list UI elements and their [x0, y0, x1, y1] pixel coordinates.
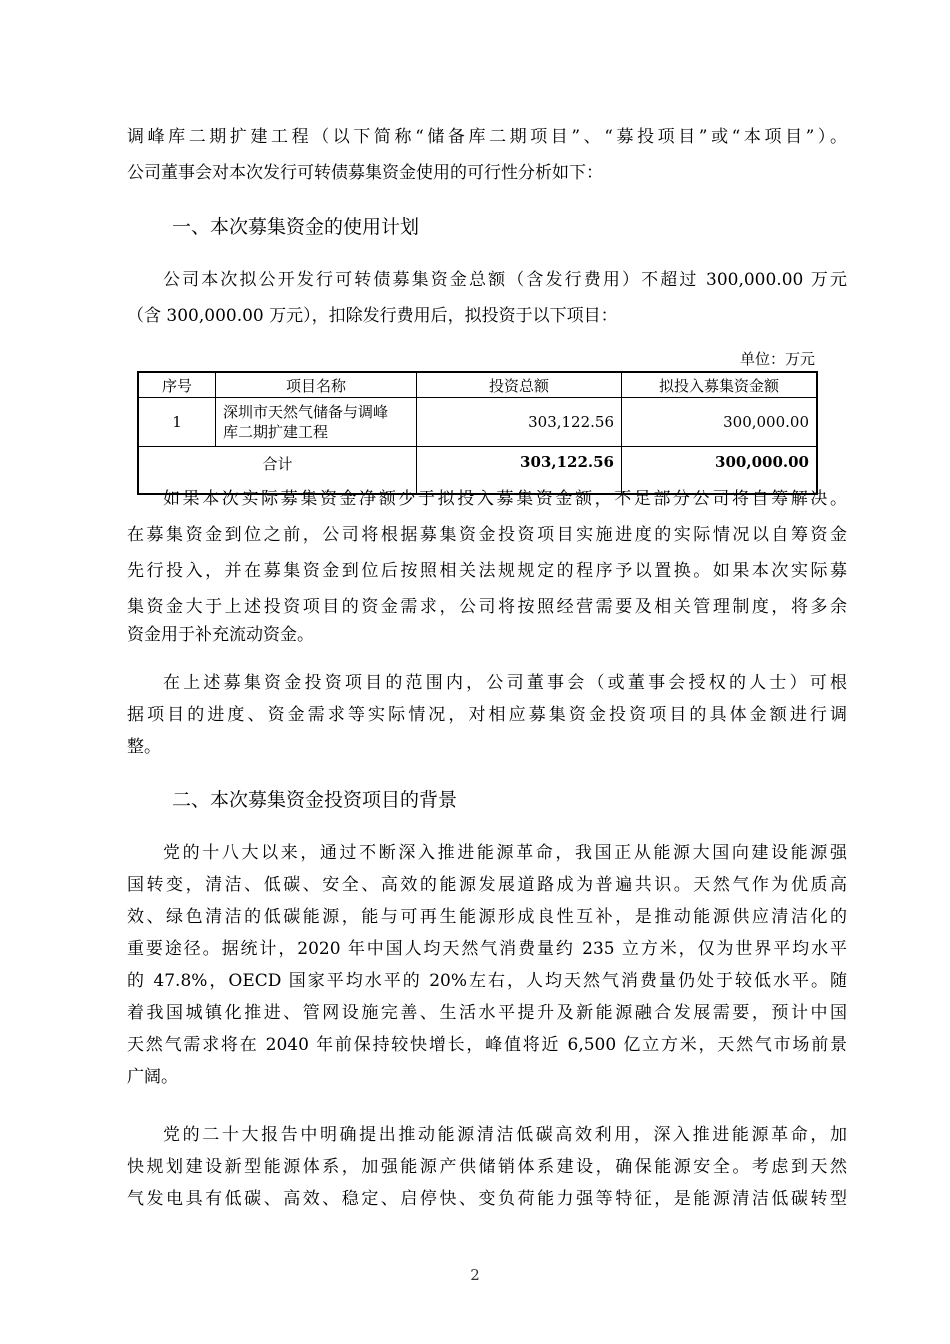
total-investment-sum: 303,122.56 — [417, 447, 622, 495]
s2-para1-line-2: 国转变，清洁、低碳、安全、高效的能源发展道路成为普遍共识。天然气作为优质高 — [127, 875, 847, 895]
intro-line-1: 调峰库二期扩建工程（以下简称“储备库二期项目”、“募投项目”或“本项目”）。 — [127, 127, 847, 147]
s1-para2-line-3: 先行投入，并在募集资金到位后按照相关法规规定的程序予以置换。如果本次实际募 — [127, 561, 847, 581]
s2-para1-line-6: 着我国城镇化推进、管网设施完善、生活水平提升及新能源融合发展需要，预计中国 — [127, 1003, 847, 1023]
s1-para3-line-3: 整。 — [127, 737, 161, 757]
table-header-row — [138, 372, 817, 398]
s1-para3-line-2: 据项目的进度、资金需求等实际情况，对相应募集资金投资项目的具体金额进行调 — [127, 705, 847, 725]
s1-para3-line-1: 在上述募集资金投资项目的范围内，公司董事会（或董事会授权的人士）可根 — [163, 673, 847, 693]
project-name-line-1: 深圳市天然气储备与调峰 — [223, 403, 389, 421]
header-project-name: 项目名称 — [216, 372, 417, 398]
cell-no: 1 — [138, 398, 216, 447]
s1-para2-line-4: 集资金大于上述投资项目的资金需求，公司将按照经营需要及相关管理制度，将多余 — [127, 597, 847, 617]
s1-para1-line-2: （含 300,000.00 万元），扣除发行费用后，拟投资于以下项目： — [127, 306, 618, 326]
cell-total-investment: 303,122.56 — [417, 398, 622, 447]
s1-para2-line-5: 资金用于补充流动资金。 — [127, 625, 314, 645]
s1-para1-line-1: 公司本次拟公开发行可转债募集资金总额（含发行费用）不超过 300,000.00 万元 — [163, 270, 847, 290]
page-number: 2 — [470, 1266, 480, 1284]
cell-raised-funds: 300,000.00 — [622, 398, 818, 447]
s1-para2-line-2: 在募集资金到位之前，公司将根据募集资金投资项目实施进度的实际情况以自筹资金 — [127, 525, 847, 545]
s2-para1-line-4: 重要途径。据统计，2020 年中国人均天然气消费量约 235 立方米，仅为世界平均水平 — [127, 939, 847, 959]
s2-para1-line-8: 广阔。 — [127, 1067, 178, 1087]
section-2-heading: 二、本次募集资金投资项目的背景 — [172, 789, 458, 811]
s2-para1-line-5: 的 47.8%，OECD 国家平均水平的 20%左右，人均天然气消费量仍处于较低水平。随 — [127, 971, 847, 991]
section-1-heading: 一、本次募集资金的使用计划 — [172, 216, 420, 238]
header-raised-funds: 拟投入募集资金额 — [622, 372, 818, 398]
table-row — [138, 398, 817, 447]
fund-usage-table — [137, 371, 818, 495]
intro-line-2: 公司董事会对本次发行可转债募集资金使用的可行性分析如下： — [127, 163, 603, 183]
s2-para1-line-3: 效、绿色清洁的低碳能源，能与可再生能源形成良性互补，是推动能源供应清洁化的 — [127, 907, 847, 927]
s2-para2-line-1: 党的二十大报告中明确提出推动能源清洁低碳高效利用，深入推进能源革命，加 — [163, 1125, 847, 1145]
s2-para2-line-3: 气发电具有低碳、高效、稳定、启停快、变负荷能力强等特征，是能源清洁低碳转型 — [127, 1189, 847, 1209]
s1-para2-line-1: 如果本次实际募集资金净额少于拟投入募集资金额，不足部分公司将自筹解决。 — [163, 489, 847, 509]
total-label: 合计 — [138, 447, 417, 495]
table-total-row — [138, 447, 817, 495]
cell-project-name — [216, 398, 417, 447]
project-name-line-2: 库二期扩建工程 — [223, 423, 329, 441]
s2-para1-line-1: 党的十八大以来，通过不断深入推进能源革命，我国正从能源大国向建设能源强 — [163, 843, 847, 863]
header-total-investment: 投资总额 — [417, 372, 622, 398]
s2-para1-line-7: 天然气需求将在 2040 年前保持较快增长，峰值将近 6,500 亿立方米，天然气市场前景 — [127, 1035, 847, 1055]
total-raised-sum: 300,000.00 — [622, 447, 818, 495]
s2-para2-line-2: 快规划建设新型能源体系，加强能源产供储销体系建设，确保能源安全。考虑到天然 — [127, 1157, 847, 1177]
header-no: 序号 — [138, 372, 216, 398]
table-unit-label: 单位：万元 — [739, 350, 815, 368]
